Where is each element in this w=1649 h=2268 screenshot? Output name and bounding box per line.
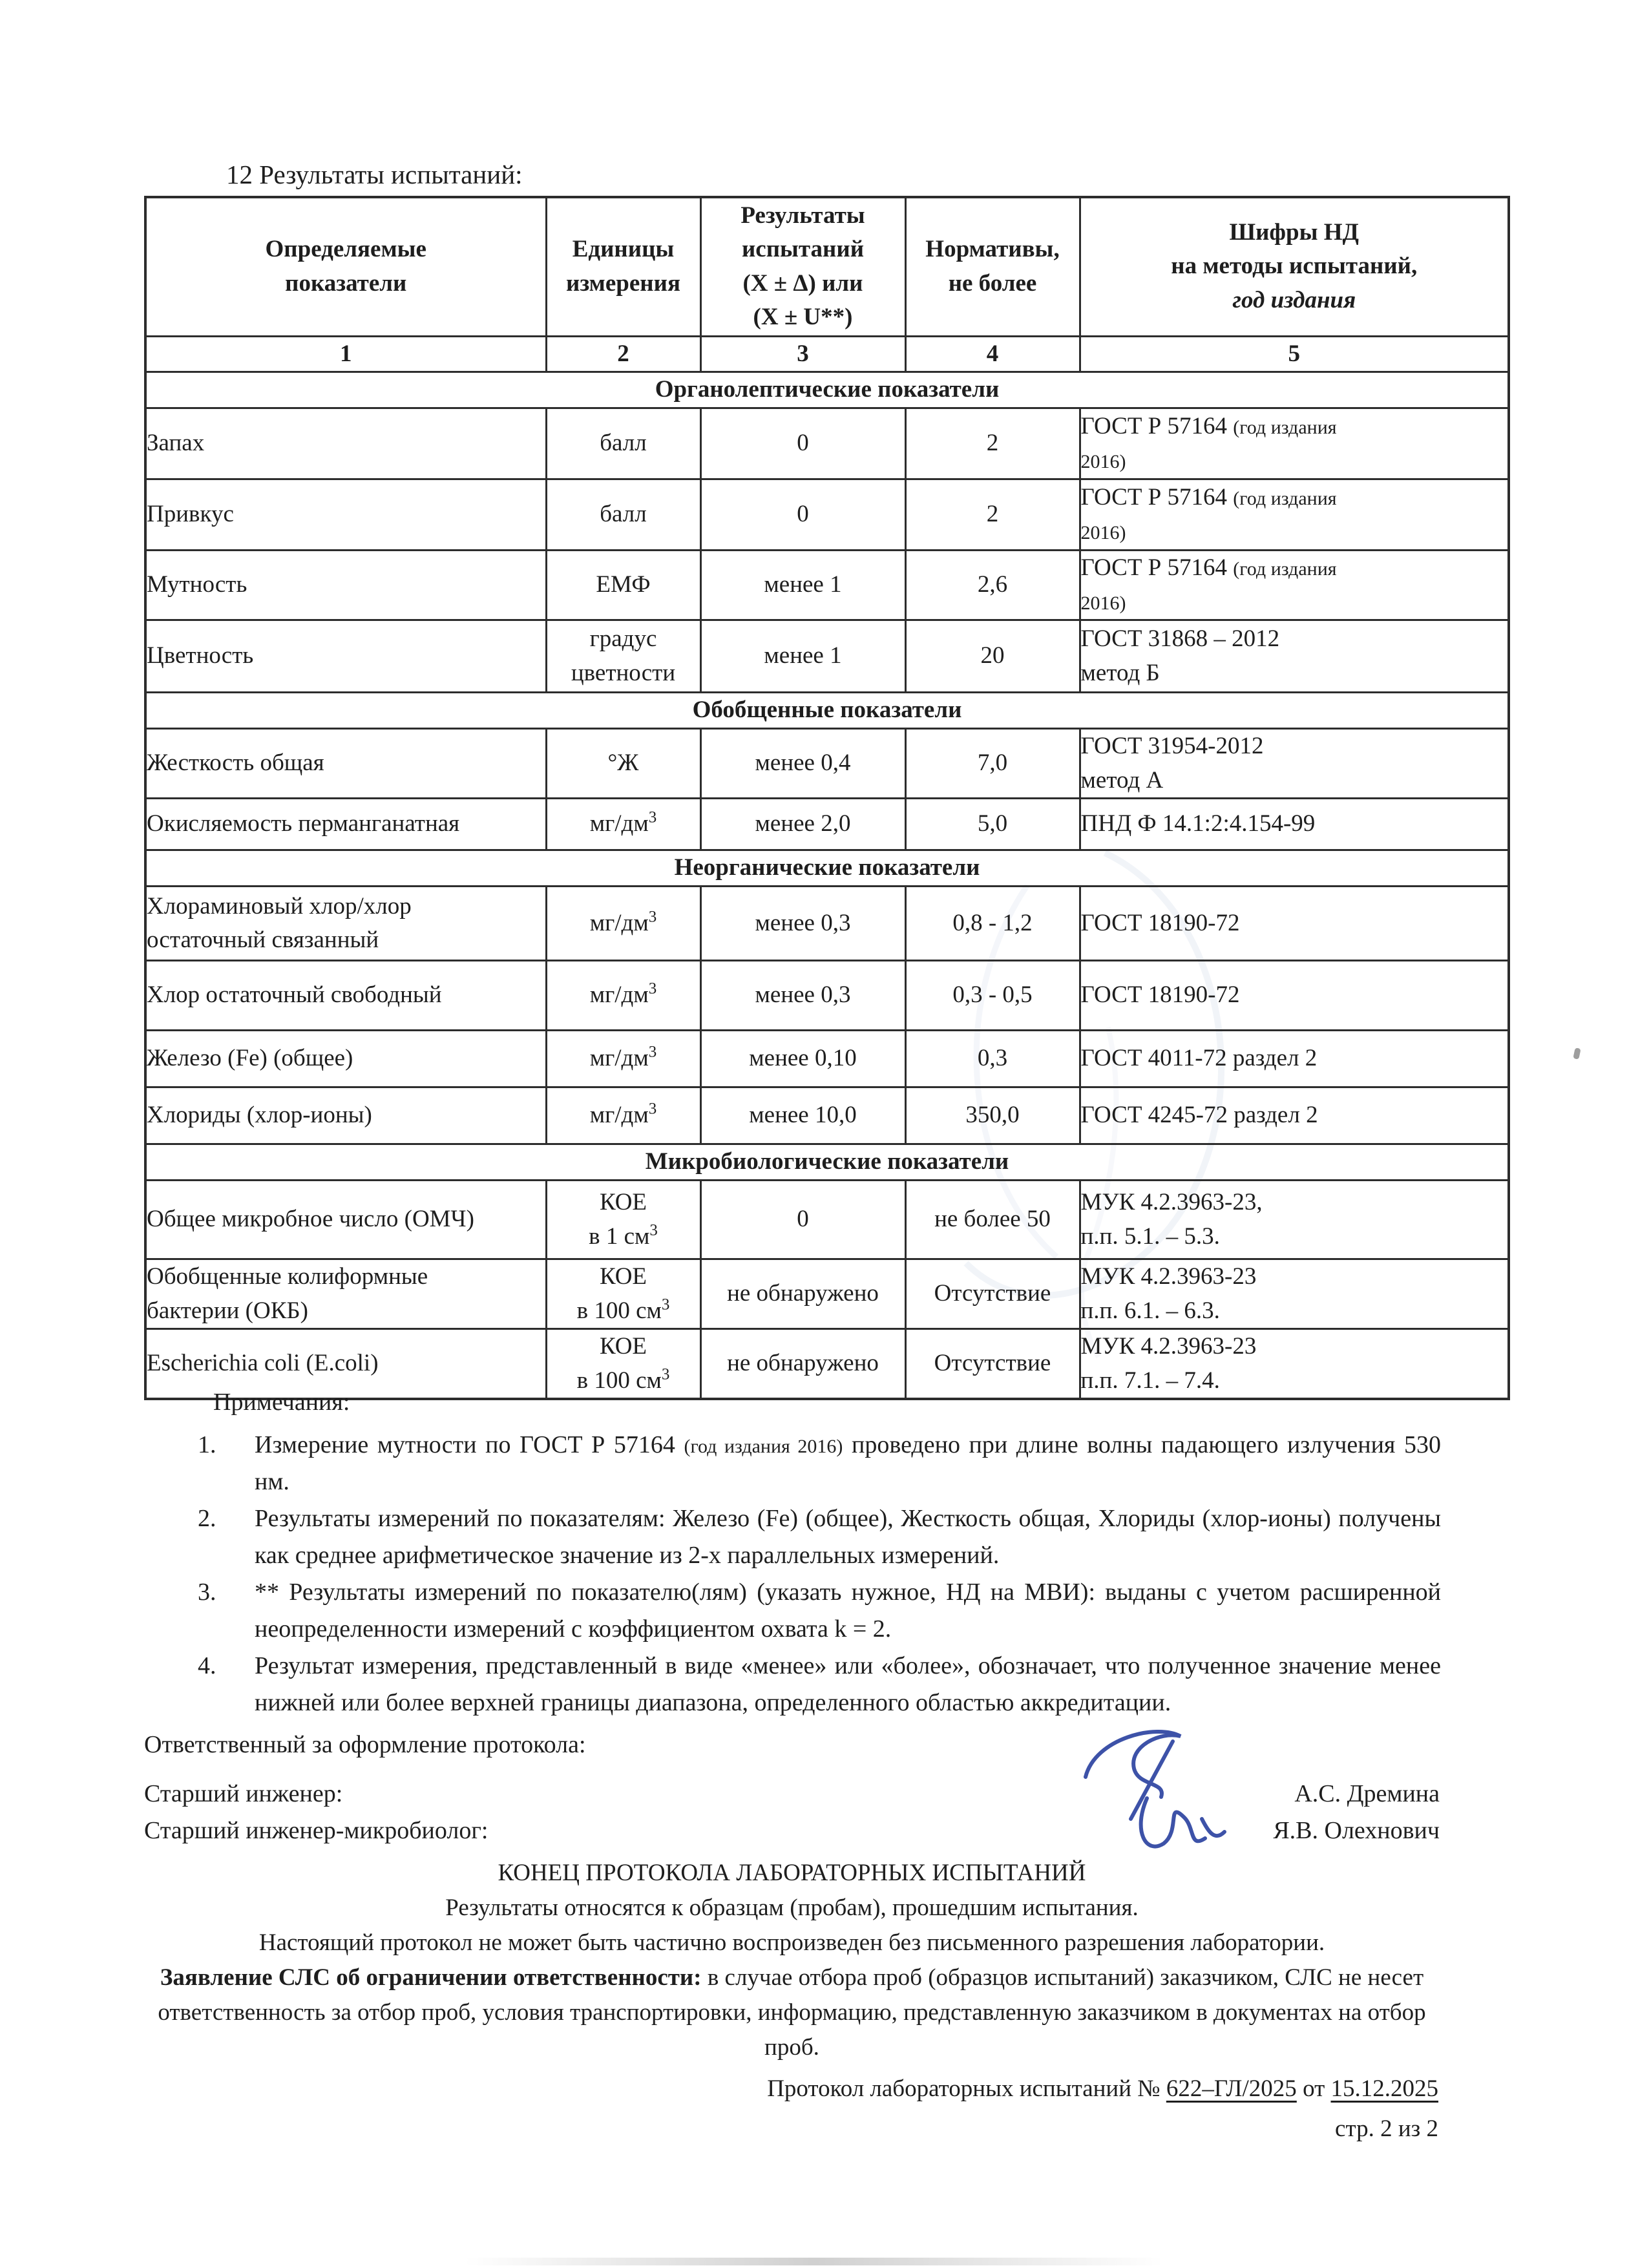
cell-method: ГОСТ 31868 – 2012 метод Б xyxy=(1080,620,1509,693)
cell-indicator: Железо (Fe) (общее) xyxy=(145,1031,546,1087)
cell-indicator: Окисляемость перманганатная xyxy=(145,799,546,850)
cell-method: МУК 4.2.3963-23, п.п. 5.1. – 5.3. xyxy=(1080,1181,1509,1259)
cell-indicator: Привкус xyxy=(145,479,546,551)
section-title: Обобщенные показатели xyxy=(145,693,1509,729)
cell-unit: балл xyxy=(546,408,700,479)
cell-method: ГОСТ Р 57164 (год издания 2016) xyxy=(1080,551,1509,620)
responsible-label: Ответственный за оформление протокола: xyxy=(144,1731,586,1758)
table-row xyxy=(145,1031,1509,1087)
section-header-row xyxy=(145,372,1509,408)
cell-indicator: Обобщенные колиформные бактерии (ОКБ) xyxy=(145,1259,546,1329)
cell-unit: $мг/дм^3$ xyxy=(546,1031,700,1087)
column-header: Определяемые показатели xyxy=(145,197,546,336)
cell-result: 0 xyxy=(700,479,905,551)
column-number: 1 xyxy=(145,336,546,372)
note-item xyxy=(194,1574,1441,1648)
section-header-row xyxy=(145,1144,1509,1181)
cell-norm: 0,3 - 0,5 xyxy=(905,961,1080,1031)
section-title: 12 Результаты испытаний: xyxy=(226,160,523,189)
handwritten-signature-icon xyxy=(1069,1722,1283,1877)
signer-role: Старший инженер-микробиолог: xyxy=(144,1817,488,1844)
cell-result: менее 0,3 xyxy=(700,961,905,1031)
cell-method: ГОСТ 31954-2012 метод А xyxy=(1080,729,1509,799)
cell-indicator: Хлориды (хлор-ионы) xyxy=(145,1087,546,1144)
signer-name: А.С. Дремина xyxy=(1294,1780,1440,1807)
cell-norm: 350,0 xyxy=(905,1087,1080,1144)
protocol-number-line: Протокол лабораторных испытаний № 622–ГЛ/2025 от 15.12.2025 xyxy=(767,2075,1438,2103)
cell-unit: ЕМФ xyxy=(546,551,700,620)
column-header: Результаты испытаний (X ± Δ) или (X ± U**) xyxy=(700,197,905,336)
cell-unit: КОЕ в 100 $см^3$ xyxy=(546,1329,700,1400)
table-row xyxy=(145,961,1509,1031)
cell-unit: градус цветности xyxy=(546,620,700,693)
cell-indicator: Хлораминовый хлор/хлор остаточный связанный xyxy=(145,887,546,961)
table-row xyxy=(145,408,1509,479)
cell-norm: 0,8 - 1,2 xyxy=(905,887,1080,961)
footer-line: КОНЕЦ ПРОТОКОЛА ЛАБОРАТОРНЫХ ИСПЫТАНИЙ xyxy=(498,1860,1086,1886)
cell-unit: КОЕ в 100 $см^3$ xyxy=(546,1259,700,1329)
cell-unit: $мг/дм^3$ xyxy=(546,1087,700,1144)
table-row xyxy=(145,887,1509,961)
cell-norm: 7,0 xyxy=(905,729,1080,799)
cell-result: 0 xyxy=(700,1181,905,1259)
note-number: 2. xyxy=(198,1505,216,1532)
note-number: 3. xyxy=(198,1579,216,1606)
cell-indicator: Общее микробное число (ОМЧ) xyxy=(145,1181,546,1259)
cell-norm: Отсутствие xyxy=(905,1259,1080,1329)
cell-unit: °Ж xyxy=(546,729,700,799)
cell-norm: Отсутствие xyxy=(905,1329,1080,1400)
section-title: Органолептические показатели xyxy=(145,372,1509,408)
cell-result: менее 0,4 xyxy=(700,729,905,799)
cell-method: МУК 4.2.3963-23 п.п. 7.1. – 7.4. xyxy=(1080,1329,1509,1400)
cell-method: МУК 4.2.3963-23 п.п. 6.1. – 6.3. xyxy=(1080,1259,1509,1329)
cell-result: менее 0,3 xyxy=(700,887,905,961)
cell-norm: не более 50 xyxy=(905,1181,1080,1259)
note-text: Результат измерения, представленный в виде «менее» или «более», обозначает, что полученное значение менее нижней или более верхней границы диапазона, определенного областью аккредитации. xyxy=(255,1652,1441,1716)
cell-method: ГОСТ Р 57164 (год издания 2016) xyxy=(1080,479,1509,551)
section-header-row xyxy=(145,693,1509,729)
cell-method: ГОСТ 4011-72 раздел 2 xyxy=(1080,1031,1509,1087)
cell-result: менее 10,0 xyxy=(700,1087,905,1144)
table-row xyxy=(145,1329,1509,1400)
cell-result: менее 2,0 xyxy=(700,799,905,850)
cell-result: менее 0,10 xyxy=(700,1031,905,1087)
signer-role: Старший инженер: xyxy=(144,1780,343,1807)
scan-speck xyxy=(1573,1047,1581,1059)
column-number: 2 xyxy=(546,336,700,372)
cell-result: менее 1 xyxy=(700,551,905,620)
table-row xyxy=(145,1181,1509,1259)
cell-norm: 5,0 xyxy=(905,799,1080,850)
column-number: 5 xyxy=(1080,336,1509,372)
cell-norm: 2 xyxy=(905,479,1080,551)
cell-method: ПНД Ф 14.1:2:4.154-99 xyxy=(1080,799,1509,850)
note-item xyxy=(194,1648,1441,1721)
table-row xyxy=(145,799,1509,850)
note-text: Результаты измерений по показателям: Железо (Fe) (общее), Жесткость общая, Хлориды (хлор-ионы) получены как среднее арифметическое значение из 2-х параллельных измерений. xyxy=(255,1505,1441,1569)
cell-norm: 2,6 xyxy=(905,551,1080,620)
footer-line: Результаты относятся к образцам (пробам), прошедшим испытания. xyxy=(445,1895,1139,1922)
footer xyxy=(144,1856,1440,2147)
header-row xyxy=(145,197,1509,336)
cell-method: ГОСТ 18190-72 xyxy=(1080,887,1509,961)
cell-unit: КОЕ в 1 $см^3$ xyxy=(546,1181,700,1259)
cell-method: ГОСТ 18190-72 xyxy=(1080,961,1509,1031)
column-header: Единицы измерения xyxy=(546,197,700,336)
column-header: Шифры НД на методы испытаний, год издания xyxy=(1080,197,1509,336)
cell-method: ГОСТ 4245-72 раздел 2 xyxy=(1080,1087,1509,1144)
cell-norm: 20 xyxy=(905,620,1080,693)
cell-norm: 0,3 xyxy=(905,1031,1080,1087)
liability-disclaimer: Заявление СЛС об ограничении ответственности: в случае отбора проб (образцов испытаний) заказчиком, СЛС не несет ответственность за отбор проб, условия транспортировки, информацию, представленную заказчиком в документах на отбор проб. xyxy=(158,1964,1426,2061)
table-row xyxy=(145,620,1509,693)
cell-indicator: Цветность xyxy=(145,620,546,693)
note-text: ** Результаты измерений по показателю(лям) (указать нужное, НД на МВИ): выданы с учетом расширенной неопределенности измерений с коэффициентом охвата k = 2. xyxy=(255,1579,1441,1643)
note-text: Измерение мутности по ГОСТ Р 57164 (год издания 2016) проведено при длине волны падающего излучения 530 нм. xyxy=(255,1431,1441,1495)
note-number: 4. xyxy=(198,1652,216,1679)
cell-unit: $мг/дм^3$ xyxy=(546,961,700,1031)
notes-label: Примечания: xyxy=(213,1389,350,1416)
scan-smudge xyxy=(465,2258,1163,2265)
signer-name: Я.В. Олехнович xyxy=(1273,1817,1440,1844)
cell-result: не обнаружено xyxy=(700,1259,905,1329)
column-number: 3 xyxy=(700,336,905,372)
cell-unit: балл xyxy=(546,479,700,551)
table-row xyxy=(145,1087,1509,1144)
cell-indicator: Escherichia coli (E.coli) xyxy=(145,1329,546,1400)
notes-section xyxy=(194,1427,1441,1721)
table-row xyxy=(145,551,1509,620)
section-title: Микробиологические показатели xyxy=(145,1144,1509,1181)
note-item xyxy=(194,1427,1441,1500)
cell-indicator: Жесткость общая xyxy=(145,729,546,799)
footer-line: Настоящий протокол не может быть частично воспроизведен без письменного разрешения лаборатории. xyxy=(258,1929,1325,1957)
cell-method: ГОСТ Р 57164 (год издания 2016) xyxy=(1080,408,1509,479)
cell-result: менее 1 xyxy=(700,620,905,693)
cell-norm: 2 xyxy=(905,408,1080,479)
column-number-row xyxy=(145,336,1509,372)
page-number: стр. 2 из 2 xyxy=(1335,2116,1438,2143)
section-header-row xyxy=(145,850,1509,887)
results-table xyxy=(144,196,1510,1400)
cell-result: 0 xyxy=(700,408,905,479)
section-title: Неорганические показатели xyxy=(145,850,1509,887)
note-number: 1. xyxy=(198,1431,216,1458)
cell-result: не обнаружено xyxy=(700,1329,905,1400)
cell-indicator: Мутность xyxy=(145,551,546,620)
column-header: Нормативы, не более xyxy=(905,197,1080,336)
cell-indicator: Хлор остаточный свободный xyxy=(145,961,546,1031)
cell-unit: $мг/дм^3$ xyxy=(546,799,700,850)
column-number: 4 xyxy=(905,336,1080,372)
cell-indicator: Запах xyxy=(145,408,546,479)
note-item xyxy=(194,1500,1441,1574)
table-row xyxy=(145,1259,1509,1329)
cell-unit: $мг/дм^3$ xyxy=(546,887,700,961)
table-row xyxy=(145,479,1509,551)
table-row xyxy=(145,729,1509,799)
